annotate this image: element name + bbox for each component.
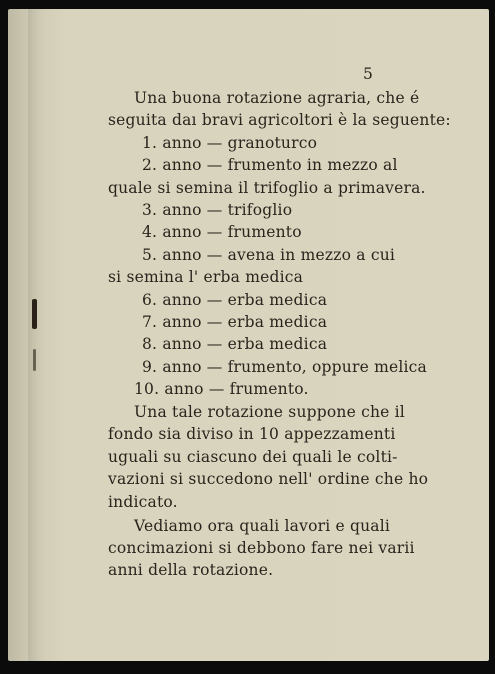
text-line: uguali su ciascuno dei quali le colti-	[108, 448, 398, 466]
text-line: anni della rotazione.	[108, 561, 274, 579]
text-line: 2. anno — frumento in mezzo al	[142, 156, 398, 174]
text-line: 9. anno — frumento, oppure melica	[142, 358, 427, 376]
text-line: concimazioni si debbono fare nei varii	[108, 539, 415, 557]
binding-stitch	[32, 299, 37, 329]
book-page	[8, 9, 489, 661]
text-line: 4. anno — frumento	[142, 223, 302, 241]
text-line: indicato.	[108, 493, 178, 511]
text-line: fondo sia diviso in 10 appezzamenti	[108, 425, 396, 443]
text-line: 8. anno — erba medica	[142, 335, 328, 353]
page-gutter-shadow	[28, 9, 46, 661]
text-line: 7. anno — erba medica	[142, 313, 328, 331]
page-number: 5	[363, 65, 374, 83]
binding-thread	[33, 349, 36, 371]
text-line: 5. anno — avena in mezzo a cui	[142, 246, 396, 264]
text-line: 3. anno — trifoglio	[142, 201, 293, 219]
text-line: 10. anno — frumento.	[134, 380, 309, 398]
text-line: seguita daı bravi agricoltori è la seguente:	[108, 111, 451, 129]
text-line: Una tale rotazione suppone che il	[134, 403, 405, 421]
text-line: Vediamo ora quali lavori e quali	[134, 517, 391, 535]
text-line: vazioni si succedono nell' ordine che ho	[108, 470, 429, 488]
text-line: 6. anno — erba medica	[142, 291, 328, 309]
text-line: quale si semina il trifoglio a primavera.	[108, 179, 426, 197]
text-line: Una buona rotazione agraria, che é	[134, 89, 420, 107]
text-line: si semina l' erba medica	[108, 268, 304, 286]
text-line: 1. anno — granoturco	[142, 134, 318, 152]
